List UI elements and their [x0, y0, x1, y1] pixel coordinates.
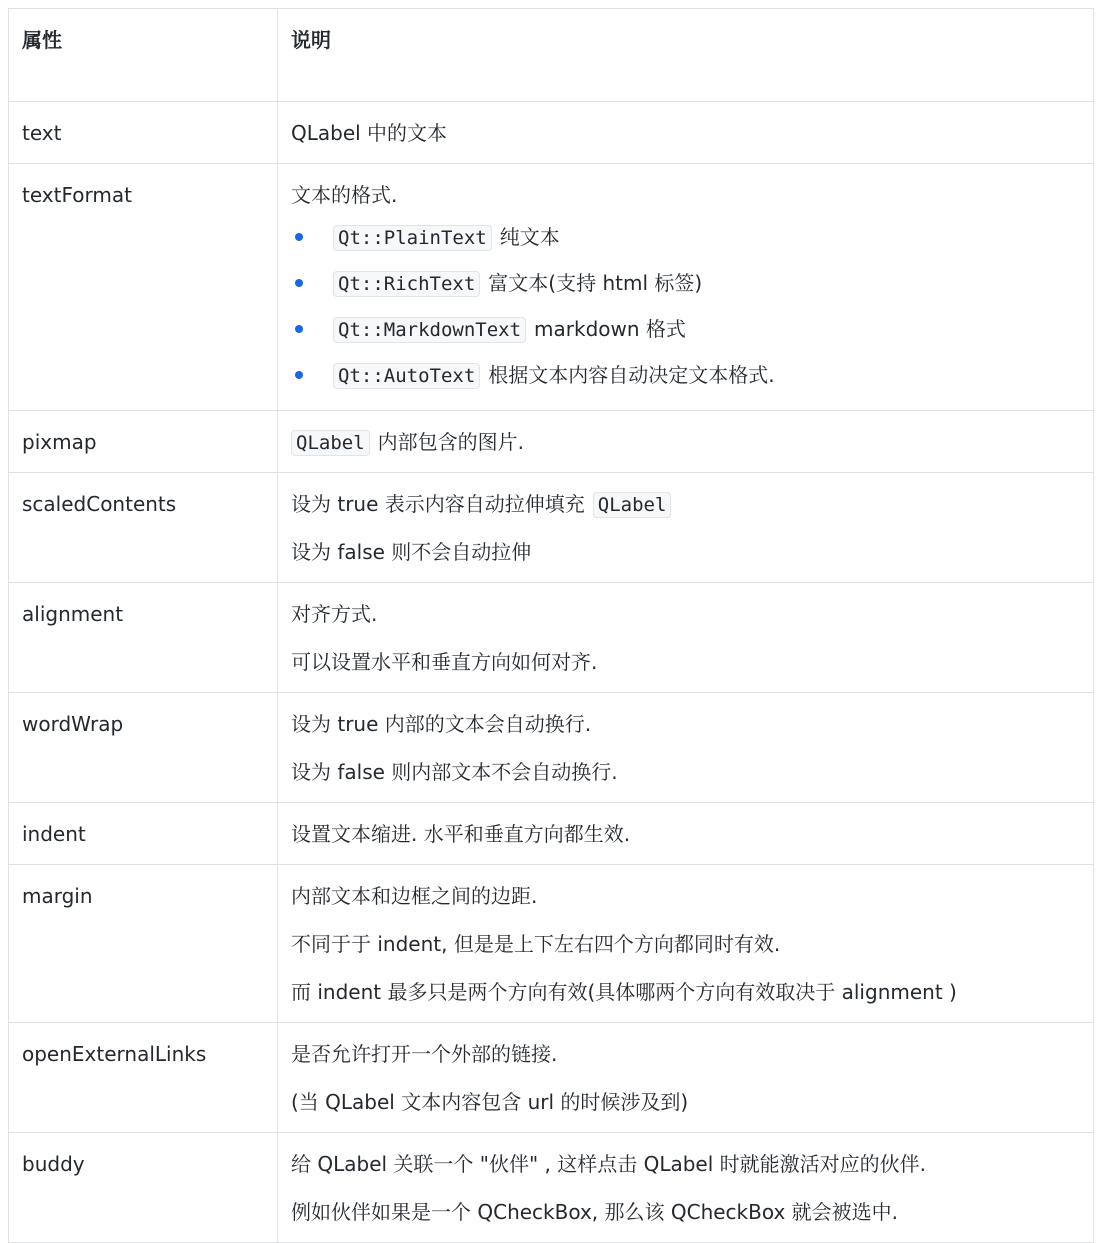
code-snippet: Qt::RichText: [333, 271, 480, 297]
property-name: text: [9, 102, 278, 164]
description-line: [291, 411, 1080, 472]
property-table: [8, 8, 1094, 1243]
header-property: 属性: [9, 9, 278, 102]
property-name: scaledContents: [9, 473, 278, 583]
description-line: 设置文本缩进. 水平和垂直方向都生效.: [291, 822, 631, 846]
description-line: 对齐方式.: [291, 602, 378, 626]
bullet-dot-icon: [295, 371, 303, 379]
property-description: [278, 693, 1094, 803]
description-line: 是否允许打开一个外部的链接.: [291, 1042, 558, 1066]
description-text: 设为 true 表示内容自动拉伸填充: [291, 492, 585, 516]
property-name: indent: [9, 803, 278, 865]
table-row: [9, 803, 1094, 865]
description-text: 内部包含的图片.: [377, 430, 524, 454]
description-line: 给 QLabel 关联一个 "伙伴" , 这样点击 QLabel 时就能激活对应的伙伴.: [291, 1152, 927, 1176]
code-snippet: Qt::PlainText: [333, 225, 492, 251]
property-description: [278, 164, 1094, 411]
code-snippet: QLabel: [593, 492, 672, 518]
table-row: [9, 102, 1094, 164]
table-row: [9, 411, 1094, 473]
description-line: [291, 473, 1080, 521]
list-item: [291, 258, 1080, 304]
description-line: 内部文本和边框之间的边距.: [291, 884, 538, 908]
property-description: [278, 1023, 1094, 1133]
property-description: [278, 102, 1094, 164]
list-item: [291, 350, 1080, 410]
bullet-dot-icon: [295, 233, 303, 241]
property-description: [278, 1133, 1094, 1243]
property-name: wordWrap: [9, 693, 278, 803]
table-header-row: [9, 9, 1094, 102]
table-row: [9, 865, 1094, 1023]
description-line: 文本的格式.: [291, 183, 398, 207]
property-name: pixmap: [9, 411, 278, 473]
table-row: [9, 693, 1094, 803]
property-name: alignment: [9, 583, 278, 693]
list-item: [291, 212, 1080, 258]
description-line: 不同于于 indent, 但是是上下左右四个方向都同时有效.: [291, 932, 781, 956]
table-row: [9, 473, 1094, 583]
property-description: [278, 411, 1094, 473]
description-line: 设为 false 则不会自动拉伸: [291, 540, 532, 564]
option-text: 根据文本内容自动决定文本格式.: [488, 363, 775, 387]
description-line: 设为 false 则内部文本不会自动换行.: [291, 760, 618, 784]
property-name: margin: [9, 865, 278, 1023]
description-line: 例如伙伴如果是一个 QCheckBox, 那么该 QCheckBox 就会被选中.: [291, 1200, 899, 1224]
table-row: [9, 583, 1094, 693]
option-text: markdown 格式: [534, 317, 686, 341]
table-row: [9, 164, 1094, 411]
property-name: textFormat: [9, 164, 278, 411]
property-description: [278, 865, 1094, 1023]
description-line: 设为 true 内部的文本会自动换行.: [291, 712, 592, 736]
option-text: 纯文本: [499, 225, 560, 249]
description-line: 而 indent 最多只是两个方向有效(具体哪两个方向有效取决于 alignment ): [291, 980, 957, 1004]
code-snippet: Qt::AutoText: [333, 363, 480, 389]
option-text: 富文本(支持 html 标签): [488, 271, 703, 295]
description-line: (当 QLabel 文本内容包含 url 的时候涉及到): [291, 1090, 689, 1114]
list-item: [291, 304, 1080, 350]
property-description: [278, 803, 1094, 865]
table-row: [9, 1023, 1094, 1133]
code-snippet: QLabel: [291, 430, 370, 456]
table-row: [9, 1133, 1094, 1243]
format-options-list: [291, 212, 1080, 410]
property-name: buddy: [9, 1133, 278, 1243]
header-description: 说明: [278, 9, 1094, 102]
property-description: [278, 583, 1094, 693]
bullet-dot-icon: [295, 325, 303, 333]
description-line: QLabel 中的文本: [291, 121, 448, 145]
code-snippet: Qt::MarkdownText: [333, 317, 526, 343]
bullet-dot-icon: [295, 279, 303, 287]
property-name: openExternalLinks: [9, 1023, 278, 1133]
property-description: [278, 473, 1094, 583]
description-line: 可以设置水平和垂直方向如何对齐.: [291, 650, 598, 674]
